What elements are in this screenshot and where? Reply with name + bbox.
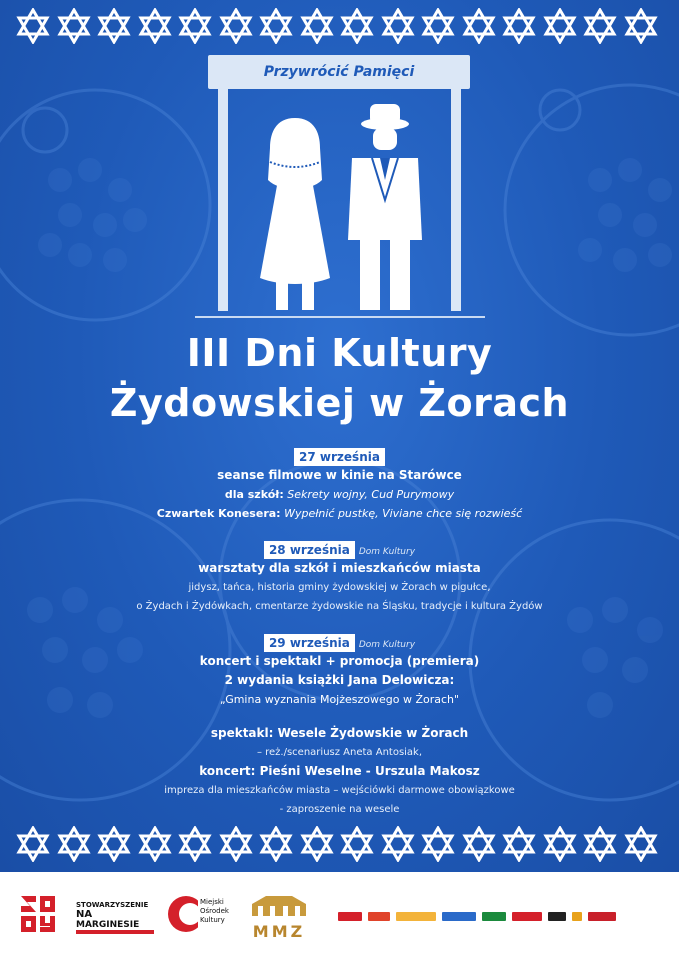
star-of-david-icon	[340, 8, 374, 44]
schools-label: dla szkół:	[224, 488, 284, 501]
star-of-david-icon	[421, 826, 455, 862]
star-of-david-icon	[624, 8, 658, 44]
sponsor-logo	[572, 912, 582, 921]
date-badge: 28 września	[264, 541, 355, 559]
program-day-1	[0, 448, 679, 523]
day3-concert: koncert: Pieśni Weselne - Urszula Makosz	[199, 764, 480, 778]
star-of-david-icon	[583, 8, 617, 44]
day3-headline-2: 2 wydania książki Jana Delowicza:	[224, 673, 455, 687]
star-of-david-icon	[57, 8, 91, 44]
star-row-bottom	[0, 826, 679, 866]
star-row-top	[0, 8, 679, 48]
mok-line-1: Miejski	[200, 898, 224, 906]
star-of-david-icon	[138, 8, 172, 44]
star-of-david-icon	[219, 826, 253, 862]
star-of-david-icon	[259, 826, 293, 862]
program-day-3	[0, 634, 679, 819]
mok-logo-mark	[168, 892, 198, 936]
star-of-david-icon	[138, 826, 172, 862]
day1-headline: seanse filmowe w kinie na Starówce	[217, 468, 462, 482]
day3-headline-1: koncert i spektakl + promocja (premiera)	[199, 654, 480, 668]
canopy-pole-left	[218, 89, 228, 311]
venue: Dom Kultury	[358, 640, 416, 650]
sponsor-logo	[396, 912, 436, 921]
mok-logo	[168, 892, 228, 938]
day2-line-1: jidysz, tańca, historia gminy żydowskiej w Żorach w pigułce,	[188, 582, 491, 593]
sponsor-logo	[512, 912, 542, 921]
couple-figures	[240, 100, 440, 315]
sponsor-logo	[368, 912, 390, 921]
day2-line-2: o Żydach i Żydówkach, cmentarze żydowskie na Śląsku, tradycje i kultura Żydów	[136, 601, 543, 612]
star-of-david-icon	[16, 8, 50, 44]
date-line	[0, 634, 679, 652]
star-of-david-icon	[462, 826, 496, 862]
sponsor-logo	[588, 912, 616, 921]
zory-logo	[18, 892, 58, 936]
mmz-text: MMZ	[252, 922, 306, 941]
sponsor-logo	[548, 912, 566, 921]
assoc-line-3: MARGINESIE	[76, 920, 154, 934]
star-of-david-icon	[178, 826, 212, 862]
title-line-2: Żydowskiej w Żorach	[109, 381, 570, 425]
program-day-2	[0, 541, 679, 616]
star-of-david-icon	[624, 826, 658, 862]
assoc-line-2: NA	[76, 909, 93, 920]
star-of-david-icon	[97, 8, 131, 44]
star-of-david-icon	[259, 8, 293, 44]
day1-schools	[0, 485, 679, 504]
date-badge: 27 września	[294, 448, 385, 466]
museum-building-icon	[246, 892, 312, 918]
star-of-david-icon	[462, 8, 496, 44]
date-badge: 29 września	[264, 634, 355, 652]
day3-note-2: - zaproszenie na wesele	[279, 804, 400, 815]
na-marginesie-logo	[76, 900, 154, 934]
day3-play: spektakl: Wesele Żydowskie w Żorach	[210, 726, 469, 740]
canopy-label: Przywrócić Pamięci	[263, 64, 415, 80]
star-of-david-icon	[340, 826, 374, 862]
mok-line-2: Ośrodek	[200, 907, 229, 915]
sponsor-footer	[0, 872, 679, 960]
floor-line	[195, 316, 485, 318]
canopy	[208, 55, 470, 89]
date-line	[0, 448, 679, 466]
sponsor-logo	[338, 912, 362, 921]
connoisseur-label: Czwartek Konesera:	[156, 507, 281, 520]
star-of-david-icon	[583, 826, 617, 862]
assoc-line-1: STOWARZYSZENIE	[76, 901, 149, 909]
star-of-david-icon	[97, 826, 131, 862]
star-of-david-icon	[178, 8, 212, 44]
date-line	[0, 541, 679, 559]
star-of-david-icon	[300, 8, 334, 44]
star-of-david-icon	[543, 826, 577, 862]
day3-note-1: impreza dla mieszkańców miasta – wejściówki darmowe obowiązkowe	[164, 785, 515, 796]
star-of-david-icon	[57, 826, 91, 862]
mok-text	[200, 898, 229, 925]
day1-connoisseur	[0, 504, 679, 523]
star-of-david-icon	[502, 8, 536, 44]
bride-icon	[260, 118, 330, 310]
title-line-1: III Dni Kultury	[186, 331, 493, 375]
star-of-david-icon	[381, 8, 415, 44]
connoisseur-films: Wypełnić pustkę, Viviane chce się rozwieść	[284, 507, 523, 520]
sponsor-logo	[482, 912, 506, 921]
star-of-david-icon	[219, 8, 253, 44]
day3-director: – reż./scenariusz Aneta Antosiak,	[256, 747, 423, 758]
mok-line-3: Kultury	[200, 916, 225, 924]
media-sponsor-logos	[338, 912, 616, 921]
star-of-david-icon	[502, 826, 536, 862]
star-of-david-icon	[421, 8, 455, 44]
groom-icon	[348, 104, 422, 310]
day2-headline: warsztaty dla szkół i mieszkańców miasta	[198, 561, 481, 575]
sponsor-logo	[442, 912, 476, 921]
star-of-david-icon	[381, 826, 415, 862]
star-of-david-icon	[16, 826, 50, 862]
venue: Dom Kultury	[358, 547, 416, 557]
star-of-david-icon	[300, 826, 334, 862]
star-of-david-icon	[543, 8, 577, 44]
schools-films: Sekrety wojny, Cud Purymowy	[287, 488, 455, 501]
canopy-pole-right	[451, 89, 461, 311]
mmz-logo	[246, 892, 312, 941]
day3-book: „Gmina wyznania Mojżeszowego w Żorach"	[219, 693, 460, 706]
